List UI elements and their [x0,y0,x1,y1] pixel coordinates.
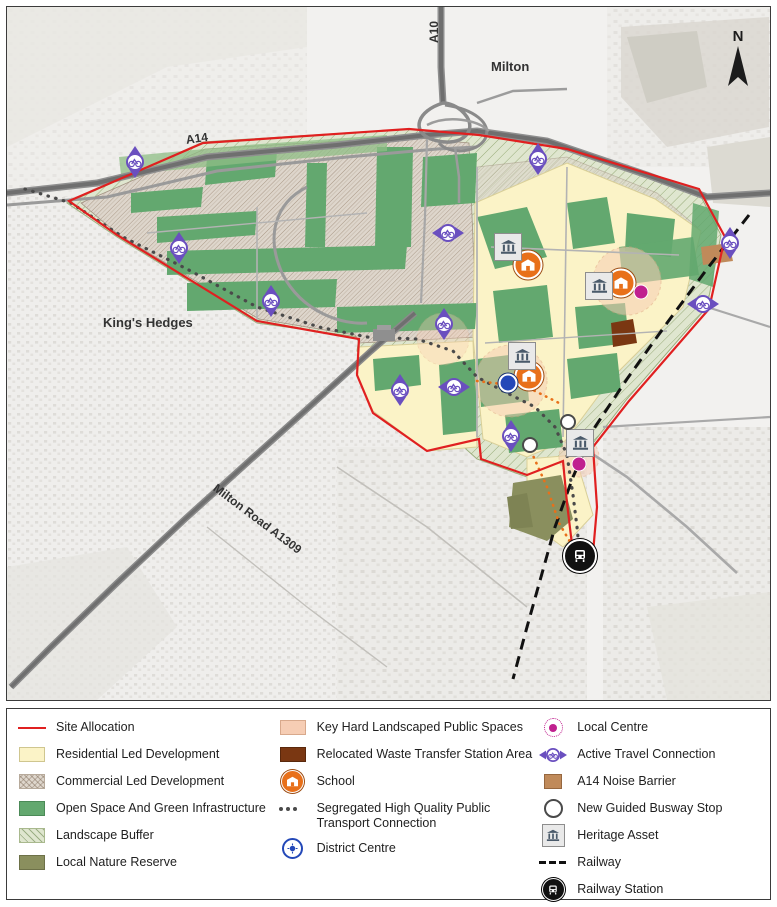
active-travel-connection-icon [713,226,747,260]
railway-station-icon [538,881,568,898]
active-travel-connection-icon [437,370,471,404]
legend-label: Open Space And Green Infrastructure [56,801,266,815]
residential-swatch-icon [17,746,47,763]
marker-active-travel-mid-west[interactable] [383,373,417,407]
active-travel-connection-icon [686,287,720,321]
legend-label: Segregated High Quality Public Transport Connection [316,801,491,830]
legend-label: Site Allocation [56,720,135,734]
landscape-buffer-swatch-icon [17,827,47,844]
legend-label: A14 Noise Barrier [577,774,676,788]
legend-label: Residential Led Development [56,747,220,761]
active-travel-connection-icon [427,307,461,341]
heritage-asset-icon [494,233,522,261]
legend-columns [17,719,762,899]
marker-railway-station[interactable] [563,539,597,573]
map-label-a10: A10 [427,20,441,43]
legend-item-school[interactable] [278,773,539,791]
map-label-a14: A14 [185,129,209,147]
marker-active-travel-centre[interactable] [427,307,461,341]
legend-item-key-hard-landscaped-public-spaces[interactable] [278,719,539,737]
legend-label: Landscape Buffer [56,828,154,842]
legend-column-1 [17,719,278,899]
marker-active-travel-southeast[interactable] [686,287,720,321]
local-nature-reserve-swatch-icon [17,854,47,871]
marker-heritage-asset-north[interactable] [494,233,522,261]
local-centre-icon [538,719,568,736]
legend-label: Local Nature Reserve [56,855,177,869]
north-arrow-icon [723,44,753,88]
active-travel-connection-icon [254,284,288,318]
legend-label: Key Hard Landscaped Public Spaces [316,720,523,734]
legend-item-new-guided-busway-stop[interactable] [538,800,762,818]
map-frame[interactable] [6,6,771,701]
legend-item-landscape-buffer[interactable] [17,827,278,845]
legend-item-segregated-high-quality-public-transport-connection[interactable] [278,800,539,831]
active-travel-connection-icon [494,419,528,453]
marker-active-travel-north[interactable] [521,142,555,176]
legend-label: Railway [577,855,621,869]
active-travel-connection-icon [521,142,555,176]
legend-column-3 [538,719,762,899]
heritage-asset-icon [538,827,568,844]
railway-station-icon [563,539,597,573]
railway-swatch-icon [538,854,568,871]
heritage-asset-icon [566,429,594,457]
marker-heritage-asset-central[interactable] [508,342,536,370]
heritage-asset-icon [508,342,536,370]
marker-active-travel-north-mid[interactable] [431,216,465,250]
active-travel-connection-icon [162,231,196,265]
waste-transfer-swatch-icon [278,746,308,763]
school-icon [278,773,308,790]
legend-item-railway[interactable] [538,854,762,872]
legend-item-local-nature-reserve[interactable] [17,854,278,872]
open-space-swatch-icon [17,800,47,817]
map-graphic [7,7,770,700]
district-centre-icon [499,374,518,393]
active-travel-connection-icon [118,145,152,179]
marker-active-travel-mid[interactable] [437,370,471,404]
legend-panel [6,708,771,900]
marker-heritage-asset-east[interactable] [585,272,613,300]
legend-label: Railway Station [577,882,664,896]
legend-label: New Guided Busway Stop [577,801,723,815]
marker-local-centre-east[interactable] [634,285,649,300]
marker-busway-stop-north[interactable] [560,414,576,430]
legend-item-active-travel-connection[interactable] [538,746,762,764]
marker-active-travel-west[interactable] [162,231,196,265]
legend-item-commercial-led-development[interactable] [17,773,278,791]
local-centre-icon [572,457,587,472]
map-canvas[interactable] [7,7,770,700]
active-travel-connection-icon [383,373,417,407]
marker-local-centre-south[interactable] [572,457,587,472]
legend-column-2 [278,719,539,899]
legend-item-relocated-waste-transfer-station-area[interactable] [278,746,539,764]
map-label-milton-road: Milton Road A1309 [210,481,305,557]
legend-item-a14-noise-barrier[interactable] [538,773,762,791]
new-guided-busway-stop-icon [560,414,576,430]
legend-label: Local Centre [577,720,649,734]
legend-item-district-centre[interactable] [278,840,539,858]
commercial-swatch-icon [17,773,47,790]
marker-heritage-asset-south[interactable] [566,429,594,457]
site-allocation-swatch-icon [17,719,47,736]
marker-active-travel-south[interactable] [494,419,528,453]
heritage-asset-icon [585,272,613,300]
legend-label: District Centre [316,841,396,855]
marker-active-travel-east[interactable] [713,226,747,260]
active-travel-connection-icon [431,216,465,250]
new-guided-busway-stop-icon [538,800,568,817]
district-centre-icon [278,840,308,857]
legend-label: Active Travel Connection [577,747,716,761]
map-label-milton: Milton [491,59,530,74]
marker-active-travel-a14-west[interactable] [118,145,152,179]
public-transport-connection-swatch-icon [278,800,308,817]
north-arrow [721,29,755,91]
legend-label: School [316,774,355,788]
legend-item-railway-station[interactable] [538,881,762,899]
local-centre-icon [634,285,649,300]
north-arrow-label: N [732,28,744,45]
active-travel-connection-icon [538,746,568,763]
noise-barrier-swatch-icon [538,773,568,790]
legend-label: Heritage Asset [577,828,659,842]
legend-item-heritage-asset[interactable] [538,827,762,845]
legend-item-open-space-and-green-infrastructure[interactable] [17,800,278,818]
public-spaces-swatch-icon [278,719,308,736]
legend-label: Commercial Led Development [56,774,225,788]
map-label-kings-hedges: King's Hedges [103,315,193,330]
legend-item-site-allocation[interactable] [17,719,278,737]
legend-item-residential-led-development[interactable] [17,746,278,764]
marker-district-centre[interactable] [499,374,518,393]
legend-item-local-centre[interactable] [538,719,762,737]
legend-label: Relocated Waste Transfer Station Area [316,747,533,761]
marker-active-travel-southwest[interactable] [254,284,288,318]
